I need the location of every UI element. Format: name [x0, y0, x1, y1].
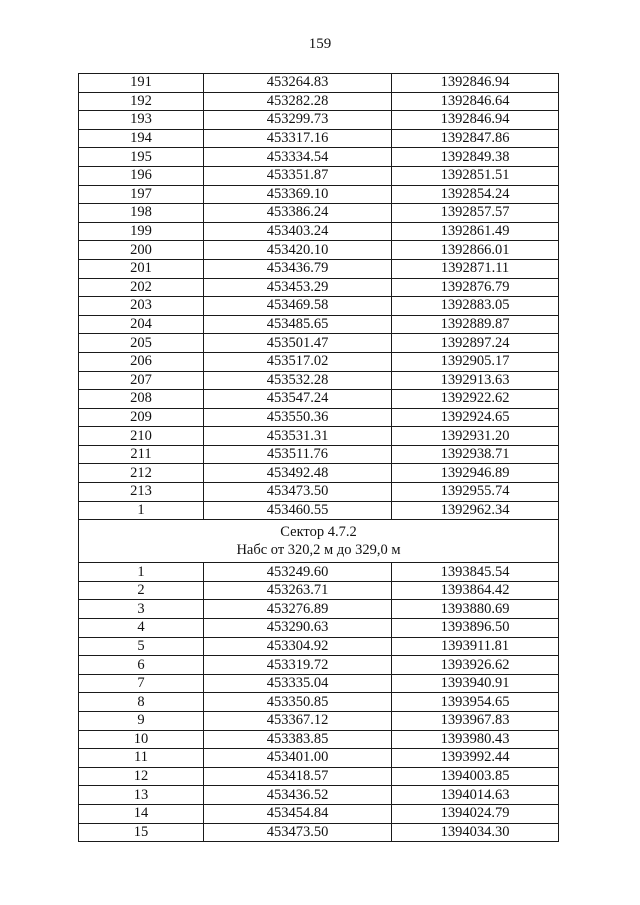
point-number-cell: 12 — [79, 767, 204, 786]
y-coordinate-cell: 1393864.42 — [392, 581, 559, 600]
x-coordinate-cell: 453334.54 — [204, 148, 392, 167]
x-coordinate-cell: 453453.29 — [204, 278, 392, 297]
point-number-cell: 15 — [79, 823, 204, 842]
table-row — [79, 371, 559, 390]
table-row — [79, 241, 559, 260]
point-number-cell: 193 — [79, 111, 204, 130]
table-row — [79, 693, 559, 712]
table-row — [79, 823, 559, 842]
x-coordinate-cell: 453418.57 — [204, 767, 392, 786]
x-coordinate-cell: 453532.28 — [204, 371, 392, 390]
y-coordinate-cell: 1393896.50 — [392, 619, 559, 638]
x-coordinate-cell: 453469.58 — [204, 297, 392, 316]
point-number-cell: 1 — [79, 501, 204, 520]
y-coordinate-cell: 1392861.49 — [392, 222, 559, 241]
x-coordinate-cell: 453473.50 — [204, 483, 392, 502]
y-coordinate-cell: 1392866.01 — [392, 241, 559, 260]
point-number-cell: 10 — [79, 730, 204, 749]
point-number-cell: 212 — [79, 464, 204, 483]
y-coordinate-cell: 1394034.30 — [392, 823, 559, 842]
y-coordinate-cell: 1393845.54 — [392, 563, 559, 582]
point-number-cell: 191 — [79, 74, 204, 93]
table-row — [79, 483, 559, 502]
x-coordinate-cell: 453436.52 — [204, 786, 392, 805]
table-row — [79, 767, 559, 786]
y-coordinate-cell: 1392846.94 — [392, 74, 559, 93]
x-coordinate-cell: 453401.00 — [204, 749, 392, 768]
x-coordinate-cell: 453460.55 — [204, 501, 392, 520]
y-coordinate-cell: 1392849.38 — [392, 148, 559, 167]
table-row — [79, 148, 559, 167]
y-coordinate-cell: 1392846.64 — [392, 92, 559, 111]
table-row — [79, 74, 559, 93]
point-number-cell: 205 — [79, 334, 204, 353]
table-row — [79, 712, 559, 731]
x-coordinate-cell: 453369.10 — [204, 185, 392, 204]
x-coordinate-cell: 453454.84 — [204, 804, 392, 823]
x-coordinate-cell: 453547.24 — [204, 390, 392, 409]
page-number: 159 — [308, 36, 332, 52]
y-coordinate-cell: 1392938.71 — [392, 445, 559, 464]
point-number-cell: 201 — [79, 259, 204, 278]
point-number-cell: 4 — [79, 619, 204, 638]
point-number-cell: 203 — [79, 297, 204, 316]
y-coordinate-cell: 1392854.24 — [392, 185, 559, 204]
point-number-cell: 194 — [79, 129, 204, 148]
point-number-cell: 6 — [79, 656, 204, 675]
sector-header-group — [79, 520, 559, 563]
point-number-cell: 202 — [79, 278, 204, 297]
x-coordinate-cell: 453517.02 — [204, 352, 392, 371]
y-coordinate-cell: 1392913.63 — [392, 371, 559, 390]
table-row — [79, 166, 559, 185]
point-number-cell: 207 — [79, 371, 204, 390]
y-coordinate-cell: 1393940.91 — [392, 674, 559, 693]
point-number-cell: 13 — [79, 786, 204, 805]
point-number-cell: 2 — [79, 581, 204, 600]
x-coordinate-cell: 453290.63 — [204, 619, 392, 638]
point-number-cell: 211 — [79, 445, 204, 464]
y-coordinate-cell: 1392889.87 — [392, 315, 559, 334]
point-number-cell: 196 — [79, 166, 204, 185]
point-number-cell: 204 — [79, 315, 204, 334]
table-row — [79, 427, 559, 446]
table-row — [79, 278, 559, 297]
y-coordinate-cell: 1393980.43 — [392, 730, 559, 749]
y-coordinate-cell: 1392897.24 — [392, 334, 559, 353]
x-coordinate-cell: 453511.76 — [204, 445, 392, 464]
point-number-cell: 199 — [79, 222, 204, 241]
x-coordinate-cell: 453263.71 — [204, 581, 392, 600]
x-coordinate-cell: 453501.47 — [204, 334, 392, 353]
table-row — [79, 464, 559, 483]
y-coordinate-cell: 1392924.65 — [392, 408, 559, 427]
point-number-cell: 192 — [79, 92, 204, 111]
y-coordinate-cell: 1392931.20 — [392, 427, 559, 446]
x-coordinate-cell: 453317.16 — [204, 129, 392, 148]
table-row — [79, 804, 559, 823]
table-row — [79, 619, 559, 638]
y-coordinate-cell: 1392847.86 — [392, 129, 559, 148]
point-number-cell: 213 — [79, 483, 204, 502]
point-number-cell: 200 — [79, 241, 204, 260]
y-coordinate-cell: 1394024.79 — [392, 804, 559, 823]
point-number-cell: 9 — [79, 712, 204, 731]
y-coordinate-cell: 1394003.85 — [392, 767, 559, 786]
x-coordinate-cell: 453531.31 — [204, 427, 392, 446]
x-coordinate-cell: 453485.65 — [204, 315, 392, 334]
point-number-cell: 209 — [79, 408, 204, 427]
point-number-cell: 1 — [79, 563, 204, 582]
x-coordinate-cell: 453473.50 — [204, 823, 392, 842]
table-row — [79, 501, 559, 520]
table-row — [79, 259, 559, 278]
table-row — [79, 92, 559, 111]
x-coordinate-cell: 453351.87 — [204, 166, 392, 185]
y-coordinate-cell: 1392905.17 — [392, 352, 559, 371]
table-row — [79, 581, 559, 600]
x-coordinate-cell: 453550.36 — [204, 408, 392, 427]
x-coordinate-cell: 453335.04 — [204, 674, 392, 693]
x-coordinate-cell: 453319.72 — [204, 656, 392, 675]
x-coordinate-cell: 453304.92 — [204, 637, 392, 656]
table-row — [79, 563, 559, 582]
sector-subtitle: Набс от 320,2 м до 329,0 м — [236, 542, 401, 559]
y-coordinate-cell: 1392883.05 — [392, 297, 559, 316]
sector-header — [79, 520, 559, 563]
sector-header-row — [79, 520, 559, 563]
table-row — [79, 730, 559, 749]
y-coordinate-cell: 1393926.62 — [392, 656, 559, 675]
point-number-cell: 11 — [79, 749, 204, 768]
point-number-cell: 7 — [79, 674, 204, 693]
y-coordinate-cell: 1392846.94 — [392, 111, 559, 130]
x-coordinate-cell: 453420.10 — [204, 241, 392, 260]
table-row — [79, 786, 559, 805]
y-coordinate-cell: 1392851.51 — [392, 166, 559, 185]
y-coordinate-cell: 1392876.79 — [392, 278, 559, 297]
x-coordinate-cell: 453264.83 — [204, 74, 392, 93]
x-coordinate-cell: 453386.24 — [204, 204, 392, 223]
sector-title: Сектор 4.7.2 — [280, 524, 357, 541]
x-coordinate-cell: 453299.73 — [204, 111, 392, 130]
table-row — [79, 185, 559, 204]
table-row — [79, 222, 559, 241]
y-coordinate-cell: 1393967.83 — [392, 712, 559, 731]
point-number-cell: 8 — [79, 693, 204, 712]
table-row — [79, 749, 559, 768]
point-number-cell: 208 — [79, 390, 204, 409]
table-row — [79, 390, 559, 409]
table-row — [79, 297, 559, 316]
point-number-cell: 3 — [79, 600, 204, 619]
point-number-cell: 197 — [79, 185, 204, 204]
point-number-cell: 210 — [79, 427, 204, 446]
point-number-cell: 5 — [79, 637, 204, 656]
table-row — [79, 408, 559, 427]
table-row — [79, 352, 559, 371]
x-coordinate-cell: 453282.28 — [204, 92, 392, 111]
point-number-cell: 198 — [79, 204, 204, 223]
x-coordinate-cell: 453276.89 — [204, 600, 392, 619]
coordinates-rows-before — [79, 74, 559, 520]
y-coordinate-cell: 1392955.74 — [392, 483, 559, 502]
coordinates-rows-after — [79, 563, 559, 842]
y-coordinate-cell: 1393992.44 — [392, 749, 559, 768]
y-coordinate-cell: 1394014.63 — [392, 786, 559, 805]
y-coordinate-cell: 1393954.65 — [392, 693, 559, 712]
coordinates-table — [78, 73, 559, 842]
x-coordinate-cell: 453350.85 — [204, 693, 392, 712]
table-row — [79, 204, 559, 223]
y-coordinate-cell: 1392962.34 — [392, 501, 559, 520]
x-coordinate-cell: 453492.48 — [204, 464, 392, 483]
table-row — [79, 637, 559, 656]
y-coordinate-cell: 1392946.89 — [392, 464, 559, 483]
table-row — [79, 334, 559, 353]
x-coordinate-cell: 453383.85 — [204, 730, 392, 749]
y-coordinate-cell: 1393911.81 — [392, 637, 559, 656]
x-coordinate-cell: 453403.24 — [204, 222, 392, 241]
table-row — [79, 445, 559, 464]
point-number-cell: 195 — [79, 148, 204, 167]
table-row — [79, 111, 559, 130]
x-coordinate-cell: 453249.60 — [204, 563, 392, 582]
y-coordinate-cell: 1392871.11 — [392, 259, 559, 278]
y-coordinate-cell: 1392922.62 — [392, 390, 559, 409]
point-number-cell: 14 — [79, 804, 204, 823]
table-row — [79, 315, 559, 334]
table-row — [79, 674, 559, 693]
y-coordinate-cell: 1392857.57 — [392, 204, 559, 223]
x-coordinate-cell: 453367.12 — [204, 712, 392, 731]
table-row — [79, 600, 559, 619]
x-coordinate-cell: 453436.79 — [204, 259, 392, 278]
table-row — [79, 656, 559, 675]
point-number-cell: 206 — [79, 352, 204, 371]
table-row — [79, 129, 559, 148]
y-coordinate-cell: 1393880.69 — [392, 600, 559, 619]
